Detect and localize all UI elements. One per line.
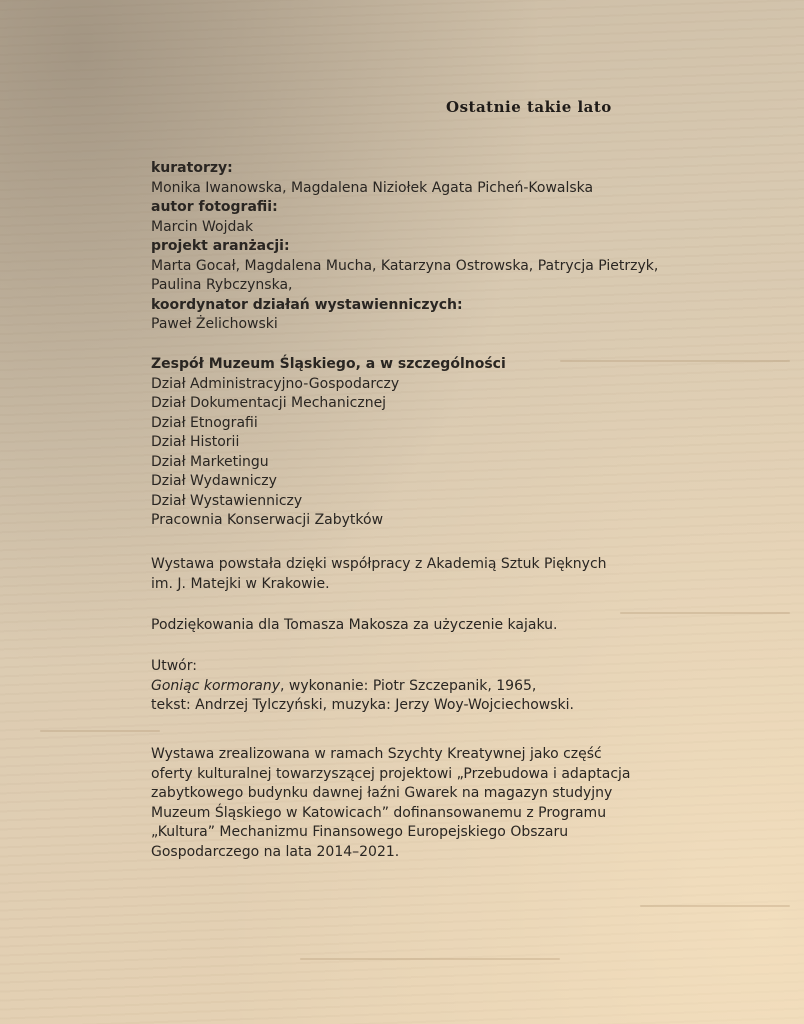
song-authors: tekst: Andrzej Tylczyński, muzyka: Jerzy Woy-Wojciechowski. xyxy=(151,697,574,713)
team-item: Dział Historii xyxy=(151,434,240,450)
photographer-label: autor fotografii: xyxy=(151,199,278,215)
funding-line: zabytkowego budynku dawnej łaźni Gwarek na magazyn studyjny xyxy=(151,785,613,801)
song-label: Utwór: xyxy=(151,658,197,674)
funding-line: Wystawa zrealizowana w ramach Szychty Kreatywnej jako część xyxy=(151,746,602,762)
song-title: Goniąc kormorany xyxy=(151,677,281,694)
thanks-line: Podziękowania dla Tomasza Makosza za użyczenie kajaku. xyxy=(151,617,558,633)
team-item: Dział Administracyjno-Gospodarczy xyxy=(151,375,400,392)
team-item: Dział Etnografii xyxy=(151,414,258,431)
arrangement-label: projekt aranżacji: xyxy=(151,238,290,254)
funding-line: Gospodarczego na lata 2014–2021. xyxy=(151,843,400,860)
coordinator-label: koordynator działań wystawienniczych: xyxy=(151,296,463,313)
team-section xyxy=(151,355,506,531)
funding-section xyxy=(151,745,631,862)
team-item: Dział Dokumentacji Mechanicznej xyxy=(151,395,387,411)
cooperation-line: im. J. Matejki w Krakowie. xyxy=(151,575,330,592)
funding-line: Muzeum Śląskiego w Katowicach” dofinansowanemu z Programu xyxy=(151,804,607,821)
credits-section xyxy=(151,159,658,335)
funding-line: „Kultura” Mechanizmu Finansowego Europejskiego Obszaru xyxy=(151,824,569,840)
song-line xyxy=(151,677,574,697)
coordinator-value: Paweł Żelichowski xyxy=(151,316,278,332)
arrangement-value: Marta Gocał, Magdalena Mucha, Katarzyna Ostrowska, Patrycja Pietrzyk, xyxy=(151,257,659,274)
cooperation-line: Wystawa powstała dzięki współpracy z Akademią Sztuk Pięknych xyxy=(151,556,607,572)
photographer-value: Marcin Wojdak xyxy=(151,218,254,235)
thanks-text xyxy=(151,616,557,636)
team-heading: Zespół Muzeum Śląskiego, a w szczególności xyxy=(151,356,506,372)
song-performer: , wykonanie: Piotr Szczepanik, 1965, xyxy=(280,677,537,694)
cooperation-section xyxy=(151,555,607,594)
funding-line: oferty kulturalnej towarzyszącej projektowi „Przebudowa i adaptacja xyxy=(151,765,631,782)
team-item: Dział Wydawniczy xyxy=(151,473,277,489)
arrangement-value-cont: Paulina Rybczynska, xyxy=(151,277,293,293)
team-item: Dział Wystawienniczy xyxy=(151,492,303,509)
curators-value: Monika Iwanowska, Magdalena Niziołek Agata Picheń-Kowalska xyxy=(151,179,594,196)
curators-label: kuratorzy: xyxy=(151,160,233,176)
team-item: Dział Marketingu xyxy=(151,453,269,470)
page-title: Ostatnie takie lato xyxy=(446,98,612,116)
song-section xyxy=(151,657,574,716)
team-item: Pracownia Konserwacji Zabytków xyxy=(151,512,384,528)
